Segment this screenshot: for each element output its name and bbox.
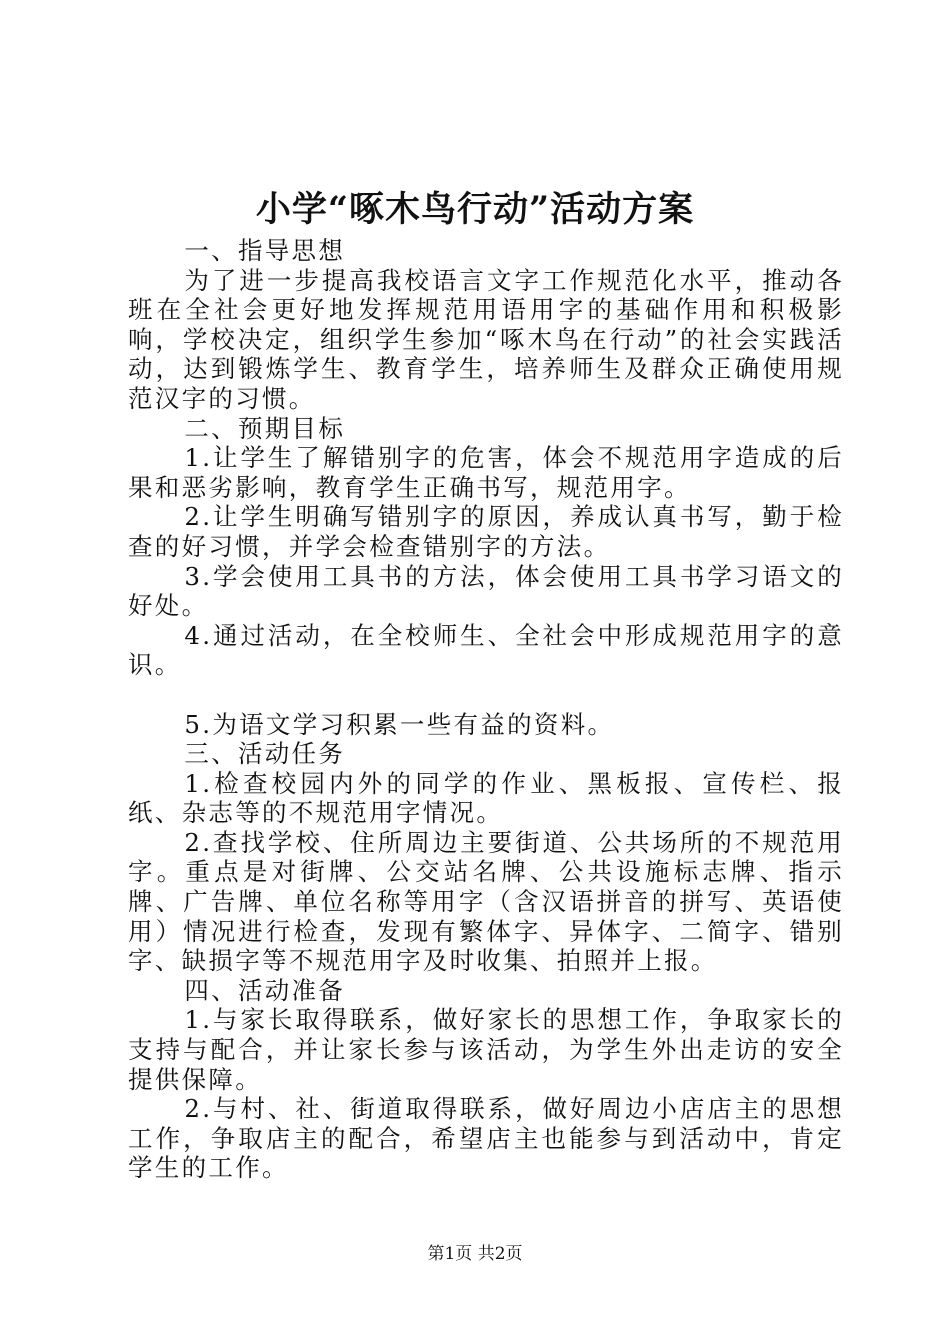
section-heading-activity-preparation: 四、活动准备	[184, 975, 346, 1005]
goal-item-1: 1.让学生了解错别字的危害，体会不规范用字造成的后果和恶劣影响，教育学生正确书写，规范用字。	[128, 443, 844, 502]
goal-item-5: 5.为语文学习积累一些有益的资料。	[184, 709, 615, 739]
goal-item-3: 3.学会使用工具书的方法，体会使用工具书学习语文的好处。	[128, 561, 844, 621]
task-item-2: 2.查找学校、住所周边主要街道、公共场所的不规范用字。重点是对街牌、公交站名牌、公共设施标志牌、指示牌、广告牌、单位名称等用字（含汉语拼音的拼写、英语使用）情况进行检查，发现有繁体字、异体字、二简字、错别字、缺损字等不规范用字及时收集、拍照并上报。	[128, 827, 844, 976]
preparation-item-2: 2.与村、社、街道取得联系，做好周边小店店主的思想工作，争取店主的配合，希望店主也能参与到活动中，肯定学生的工作。	[128, 1094, 844, 1183]
goal-item-4: 4.通过活动，在全校师生、全社会中形成规范用字的意识。	[128, 620, 844, 680]
task-item-1: 1.检查校园内外的同学的作业、黑板报、宣传栏、报纸、杂志等的不规范用字情况。	[128, 768, 844, 828]
section-heading-expected-goals: 二、预期目标	[184, 413, 346, 443]
section-heading-guiding-ideology: 一、指导思想	[184, 236, 346, 265]
goal-item-2: 2.让学生明确写错别字的原因，养成认真书写，勤于检查的好习惯，并学会检查错别字的方法。	[128, 502, 844, 561]
page-footer: 第1页 共2页	[427, 1244, 523, 1264]
document-body	[128, 236, 844, 1183]
preparation-item-1: 1.与家长取得联系，做好家长的思想工作，争取家长的支持与配合，并让家长参与该活动，为学生外出走访的安全提供保障。	[128, 1005, 844, 1094]
section-heading-activity-tasks: 三、活动任务	[184, 739, 346, 769]
paragraph-guiding-ideology: 为了进一步提高我校语言文字工作规范化水平，推动各班在全社会更好地发挥规范用语用字的基础作用和积极影响，学校决定，组织学生参加“啄木鸟在行动”的社会实践活动，达到锻炼学生、教育学生，培养师生及群众正确使用规范汉字的习惯。	[128, 265, 844, 413]
document-title: 小学“啄木鸟行动”活动方案	[255, 189, 695, 230]
